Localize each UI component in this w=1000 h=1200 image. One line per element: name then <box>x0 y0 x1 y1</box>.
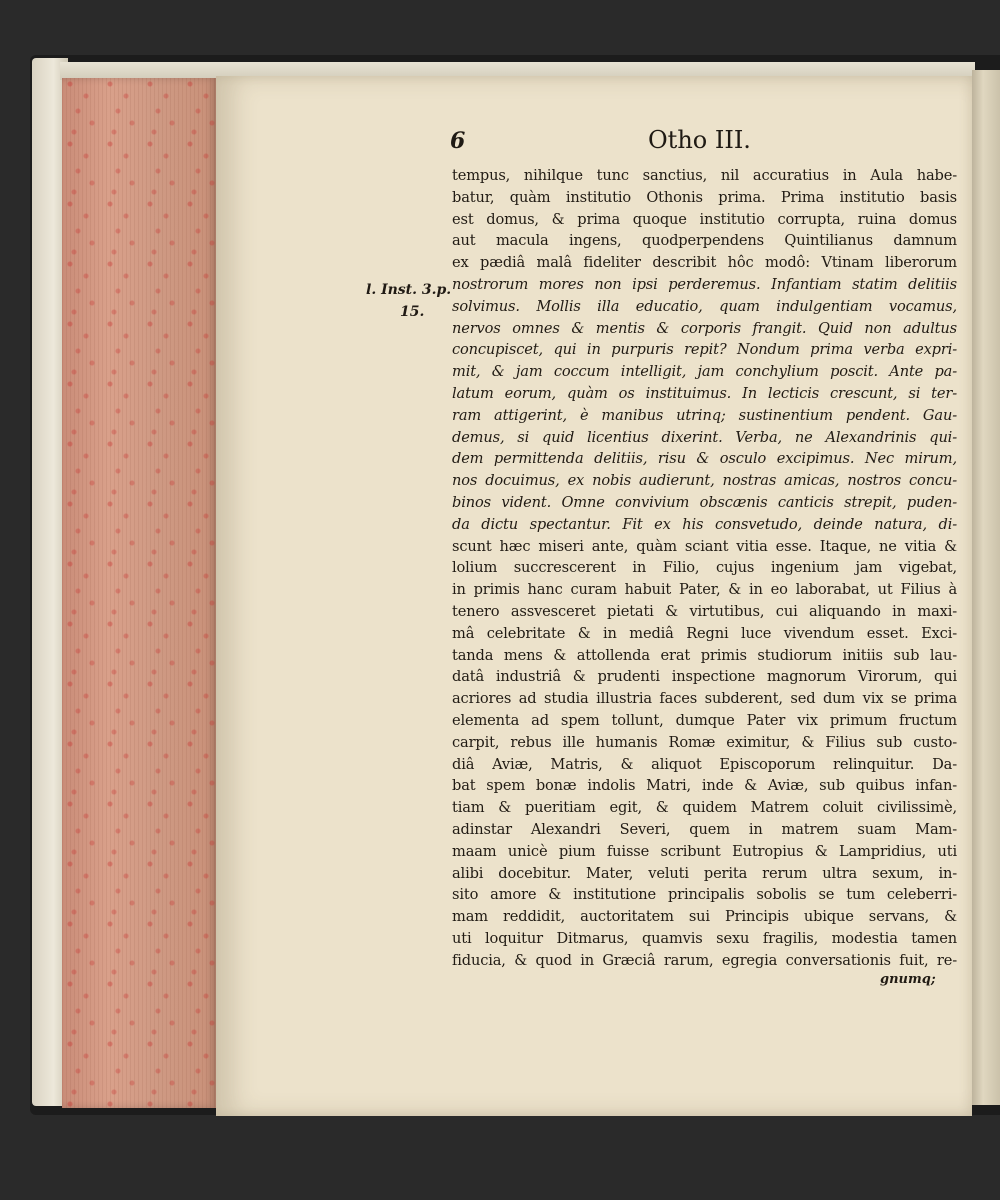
text-line: tanda mens & attollenda erat primis studiorum initiis sub lau- <box>452 646 957 664</box>
text-line: datâ industriâ & prudenti inspectione magnorum Virorum, qui <box>452 668 957 686</box>
text-line: est domus, & prima quoque institutio corrupta, ruina domus <box>452 210 957 228</box>
text-line: tiam & pueritiam egit, & quidem Matrem coluit civilissimè, <box>452 799 957 817</box>
margin-note-number: 15. <box>400 304 425 320</box>
text-line: diâ Aviæ, Matris, & aliquot Episcoporum relinquitur. Da- <box>452 755 957 773</box>
facing-page-edge <box>972 70 1000 1105</box>
text-line: mam reddidit, auctoritatem sui Principis ubique servans, & <box>452 908 957 926</box>
text-line: acriores ad studia illustria faces subderent, sed dum vix se prima <box>452 690 957 708</box>
page-block-edges <box>62 78 218 1108</box>
running-title: Otho III. <box>648 126 751 154</box>
catchword: gnumq; <box>880 972 936 987</box>
text-line: adinstar Alexandri Severi, quem in matrem suam Mam- <box>452 820 957 838</box>
text-line: da dictu spectantur. Fit ex his consvetudo, deinde natura, di- <box>452 515 957 533</box>
margin-notes <box>366 279 456 323</box>
text-line: uti loquitur Ditmarus, quamvis sexu fragilis, modestia tamen <box>452 929 957 947</box>
text-line: concupiscet, qui in purpuris repit? Nondum prima verba expri- <box>452 341 957 359</box>
text-line: elementa ad spem tollunt, dumque Pater vix primum fructum <box>452 711 957 729</box>
page-number: 6 <box>450 128 466 154</box>
text-line: nostrorum mores non ipsi perderemus. Infantiam statim delitiis <box>452 275 957 293</box>
text-line: mâ celebritate & in mediâ Regni luce vivendum esset. Exci- <box>452 624 957 642</box>
text-line: in primis hanc curam habuit Pater, & in eo laborabat, ut Filius à <box>452 581 957 599</box>
text-line: alibi docebitur. Mater, veluti perita rerum ultra sexum, in- <box>452 864 957 882</box>
text-line: binos vident. Omne convivium obscænis canticis strepit, puden- <box>452 493 957 511</box>
text-line: tempus, nihilque tunc sanctius, nil accuratius in Aula habe- <box>452 167 957 184</box>
page-header <box>450 128 950 162</box>
text-line: nos docuimus, ex nobis audierunt, nostras amicas, nostros concu- <box>452 472 957 490</box>
text-line: bat spem bonæ indolis Matri, inde & Aviæ, sub quibus infan- <box>452 777 957 795</box>
text-line: demus, si quid licentius dixerint. Verba, ne Alexandrinis qui- <box>452 428 957 446</box>
text-line: fiducia, & quod in Græciâ rarum, egregia conversationis fuit, re- <box>452 951 957 969</box>
text-line: ram attigerint, è manibus utrinq; sustinentium pendent. Gau- <box>452 406 957 424</box>
text-line: latum eorum, quàm os instituimus. In lecticis crescunt, si ter- <box>452 384 957 402</box>
text-line: lolium succrescerent in Filio, cujus ingenium jam vigebat, <box>452 559 957 577</box>
body-text <box>452 165 957 971</box>
text-line: tenero assvesceret pietati & virtutibus, cui aliquando in maxi- <box>452 602 957 620</box>
text-line: solvimus. Mollis illa educatio, quam indulgentiam vocamus, <box>452 297 957 315</box>
text-line: scunt hæc miseri ante, quàm sciant vitia esse. Itaque, ne vitia & <box>452 537 957 555</box>
text-line: maam unicè pium fuisse scribunt Eutropius & Lampridius, uti <box>452 842 957 860</box>
text-line: sito amore & institutione principalis sobolis se tum celeberri- <box>452 886 957 904</box>
text-line: batur, quàm institutio Othonis prima. Prima institutio basis <box>452 188 957 206</box>
margin-note-citation: l. Inst. 3.p. <box>366 282 452 298</box>
text-line: nervos omnes & mentis & corporis frangit. Quid non adultus <box>452 319 957 337</box>
text-line: aut macula ingens, quodperpendens Quintilianus damnum <box>452 232 957 250</box>
text-line: dem permittenda delitiis, risu & osculo excipimus. Nec mirum, <box>452 450 957 468</box>
text-line: ex pædiâ malâ fideliter describit hôc modô: Vtinam liberorum <box>452 254 957 272</box>
text-line: mit, & jam coccum intelligit, jam conchylium poscit. Ante pa- <box>452 363 957 381</box>
text-line: carpit, rebus ille humanis Romæ eximitur, & Filius sub custo- <box>452 733 957 751</box>
